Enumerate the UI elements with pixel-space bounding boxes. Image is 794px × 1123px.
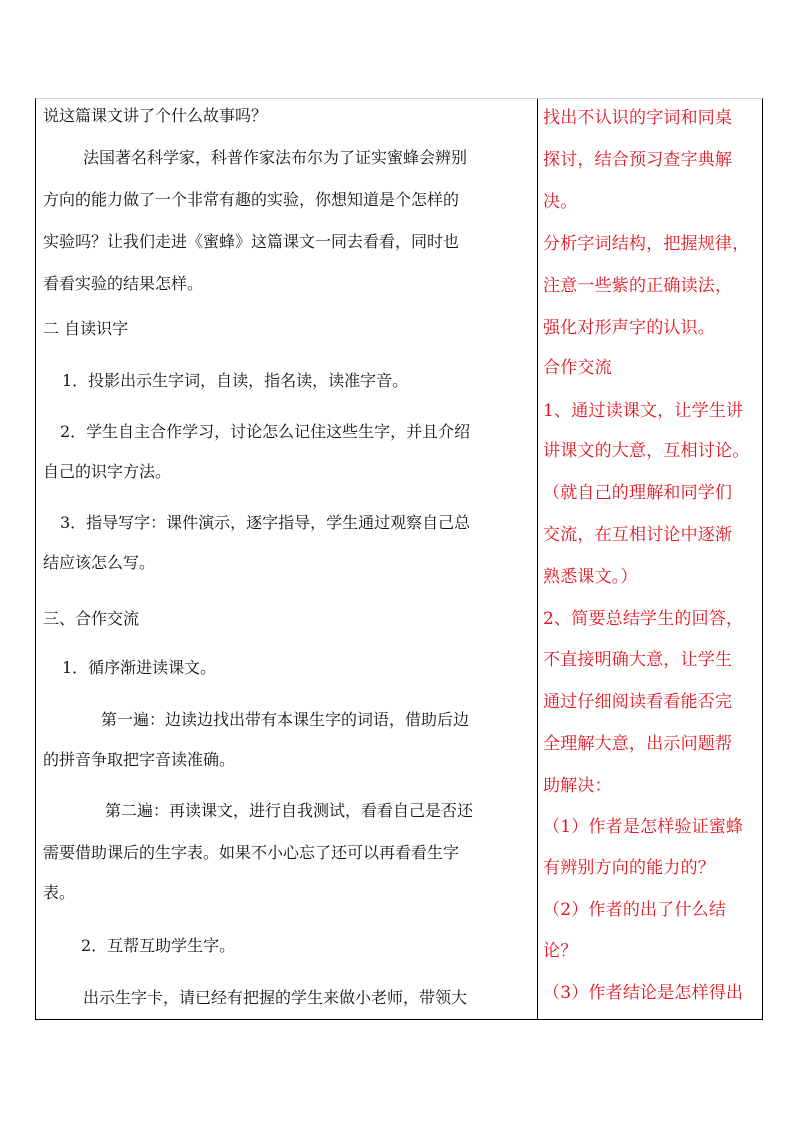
text-line: 自己的识字方法。 <box>43 462 172 481</box>
text-line: 的拼音争取把字音读准确。 <box>43 750 236 769</box>
text-line: 3．指导写字：课件演示，逐字指导，学生通过观察自己总 <box>60 513 471 532</box>
text-line: 第一遍：边读边找出带有本课生字的词语，借助后边 <box>101 710 470 729</box>
text-line: 方向的能力做了一个非常有趣的实验，你想知道是个怎样的 <box>43 190 460 209</box>
note-line: 不直接明确大意，让学生 <box>543 650 733 670</box>
note-line: 决。 <box>543 192 578 212</box>
note-line: 讲课文的大意，互相讨论。 <box>543 441 750 461</box>
question-line: 有辨别方向的能力的？ <box>543 858 715 878</box>
question-line: （1）作者是怎样验证蜜蜂 <box>543 817 744 837</box>
text-line: 法国著名科学家，科普作家法布尔为了证实蜜蜂会辨别 <box>83 148 468 167</box>
student-activity-column <box>543 99 761 1019</box>
section-heading: 二 自读识字 <box>43 319 129 338</box>
note-line: 2、简要总结学生的回答， <box>543 609 744 629</box>
note-line: 注意一些紫的正确读法， <box>543 276 733 296</box>
note-heading: 合作交流 <box>543 358 612 378</box>
note-line: 找出不认识的字词和同桌 <box>543 108 733 128</box>
note-line: （就自己的理解和同学们 <box>543 483 733 503</box>
note-line: 探讨，结合预习查字典解 <box>543 150 733 170</box>
note-line: 分析字词结构，把握规律， <box>543 234 750 254</box>
section-heading: 三、合作交流 <box>43 609 140 628</box>
text-line: 出示生字卡，请已经有把握的学生来做小老师，带领大 <box>83 988 468 1007</box>
text-line: 实验吗？让我们走进《蜜蜂》这篇课文一同去看看，同时也 <box>43 232 460 251</box>
note-line: 全理解大意，出示问题帮 <box>543 734 733 754</box>
note-line: 熟悉课文。） <box>543 567 638 587</box>
text-line: 第二遍：再读课文，进行自我测试，看看自己是否还 <box>105 801 474 820</box>
text-line: 1．循序渐进读课文。 <box>62 658 217 677</box>
note-line: 通过仔细阅读看看能否完 <box>543 692 733 712</box>
note-line: 1、通过读课文，让学生讲 <box>543 401 744 421</box>
column-divider <box>537 99 538 1019</box>
note-line: 强化对形声字的认识。 <box>543 318 715 338</box>
text-line: 说这篇课文讲了个什么故事吗？ <box>43 106 268 125</box>
text-line: 表。 <box>43 883 76 902</box>
lesson-plan-table <box>35 98 763 1020</box>
question-line: （2）作者的出了什么结 <box>543 900 727 920</box>
text-line: 1．投影出示生字词，自读，指名读，读准字音。 <box>62 371 409 390</box>
text-line: 2．互帮互助学生字。 <box>81 936 236 955</box>
text-line: 看看实验的结果怎样。 <box>43 274 204 293</box>
note-line: 交流，在互相讨论中逐渐 <box>543 525 733 545</box>
question-line: （3）作者结论是怎样得出 <box>543 983 744 1003</box>
note-line: 助解决： <box>543 776 612 796</box>
text-line: 需要借助课后的生字表。如果不小心忘了还可以再看看生字 <box>43 843 460 862</box>
text-line: 2．学生自主合作学习，讨论怎么记住这些生字，并且介绍 <box>60 422 471 441</box>
text-line: 结应该怎么写。 <box>43 553 156 572</box>
question-line: 论？ <box>543 941 578 961</box>
teaching-process-column <box>41 99 531 1019</box>
